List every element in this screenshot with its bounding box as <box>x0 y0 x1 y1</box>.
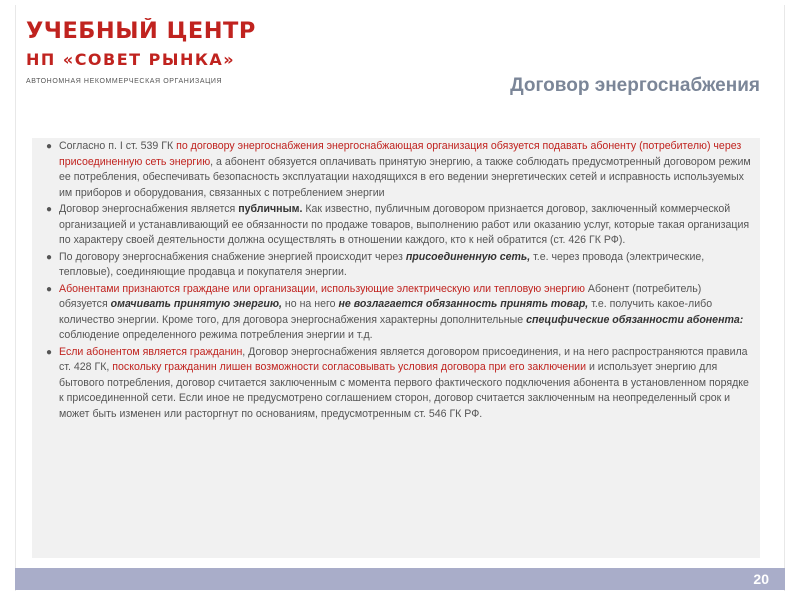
bullet-item <box>46 139 751 201</box>
bullet-emphasis: омачивать принятую энергию, <box>110 298 282 310</box>
logo <box>26 19 266 87</box>
bullet-icon: ● <box>46 346 53 358</box>
bullet-highlight: по договору энергоснабжения энергоснабжающая организация обязуется подавать абоненту (потребителю) через присоединенную сеть энергию <box>59 140 742 168</box>
bullet-text: но на него <box>281 298 339 310</box>
bullet-icon: ● <box>46 251 53 263</box>
bullet-emphasis: не возлагается обязанность принять товар, <box>338 298 589 310</box>
slide-title: Договор энергоснабжения <box>510 75 760 96</box>
bullet-text: Договор энергоснабжения является <box>59 203 239 215</box>
bullet-text: Как известно, публичным договором признается договор, заключенный коммерческой организацией и устанавливающий ее обязанности по продаже товаров, выполнению работ или оказанию услуг, которые такая организация по характеру своей деятельности должна осуществлять в отношении каждого, кто к ней обратится (ст. 426 ГК РФ). <box>59 203 750 246</box>
bullet-icon: ● <box>46 141 53 152</box>
bullet-icon: ● <box>46 283 53 295</box>
bullet-item <box>46 202 751 249</box>
bullet-icon: ● <box>46 204 53 215</box>
bullet-item <box>46 345 751 423</box>
bullet-text: , а абонент обязуется оплачивать принятую энергию, а также соблюдать предусмотренный договором режим ее потребления, обеспечивать безопасность эксплуатации находящихся в его ведении энергетических сетей и исправность используемых им приборов и оборудования, связанных с потреблением энергии <box>59 155 751 199</box>
bullet-text: , Договор энергоснабжения является договором присоединения, и на него распространяются правила ст. 428 ГК, <box>59 345 748 373</box>
bullet-emphasis: присоединенную сеть, <box>405 250 531 263</box>
bullet-emphasis: специфические обязанности абонента: <box>526 313 744 326</box>
bullet-item <box>46 250 751 281</box>
bullet-highlight: Если абонентом является гражданин <box>59 345 243 358</box>
logo-title: УЧЕБНЫЙ ЦЕНТР <box>26 19 256 44</box>
bullet-emphasis: публичным. <box>238 203 303 215</box>
bullet-text: Абонент (потребитель) обязуется <box>59 282 702 310</box>
content-panel <box>32 138 760 558</box>
page-number: 20 <box>753 571 769 587</box>
bullet-text: Согласно п. I ст. 539 ГК <box>59 140 177 152</box>
bullet-text: т.е. получить какое-либо количество энергии. Кроме того, для договора энергоснабжения характерны дополнительные <box>59 298 713 326</box>
logo-org-name: НП «СОВЕТ РЫНКА» <box>26 50 236 69</box>
bullet-highlight: поскольку гражданин лишен возможности согласовывать условия договора при его заключении <box>112 361 586 373</box>
bullet-text: и использует энергию для бытового потребления, договор считается заключенным с момента первого фактического подключения абонента в установленном порядке к присоединенной сети. Если иное не предусмотрено соглашением сторон, договор считается заключенным на неопределенный срок и может быть изменен или расторгнут по основаниям, предусмотренным ст. 546 ГК РФ. <box>59 361 749 420</box>
bullet-text: соблюдение определенного режима потребления энергии и т.д. <box>59 329 373 341</box>
bullet-item <box>46 282 751 344</box>
bullet-text: т.е. через провода (электрические, тепловые), соединяющие продавца и покупателя энергии. <box>59 250 705 278</box>
slide <box>15 5 785 591</box>
footer-bar <box>15 568 785 590</box>
bullet-text: По договору энергоснабжения снабжение энергией происходит через <box>59 250 406 263</box>
logo-subtitle: АВТОНОМНАЯ НЕКОММЕРЧЕСКАЯ ОРГАНИЗАЦИЯ <box>26 78 223 85</box>
bullet-list <box>46 139 751 423</box>
bullet-highlight: Абонентами признаются граждане или организации, использующие электрическую или тепловую энергию <box>59 282 585 295</box>
